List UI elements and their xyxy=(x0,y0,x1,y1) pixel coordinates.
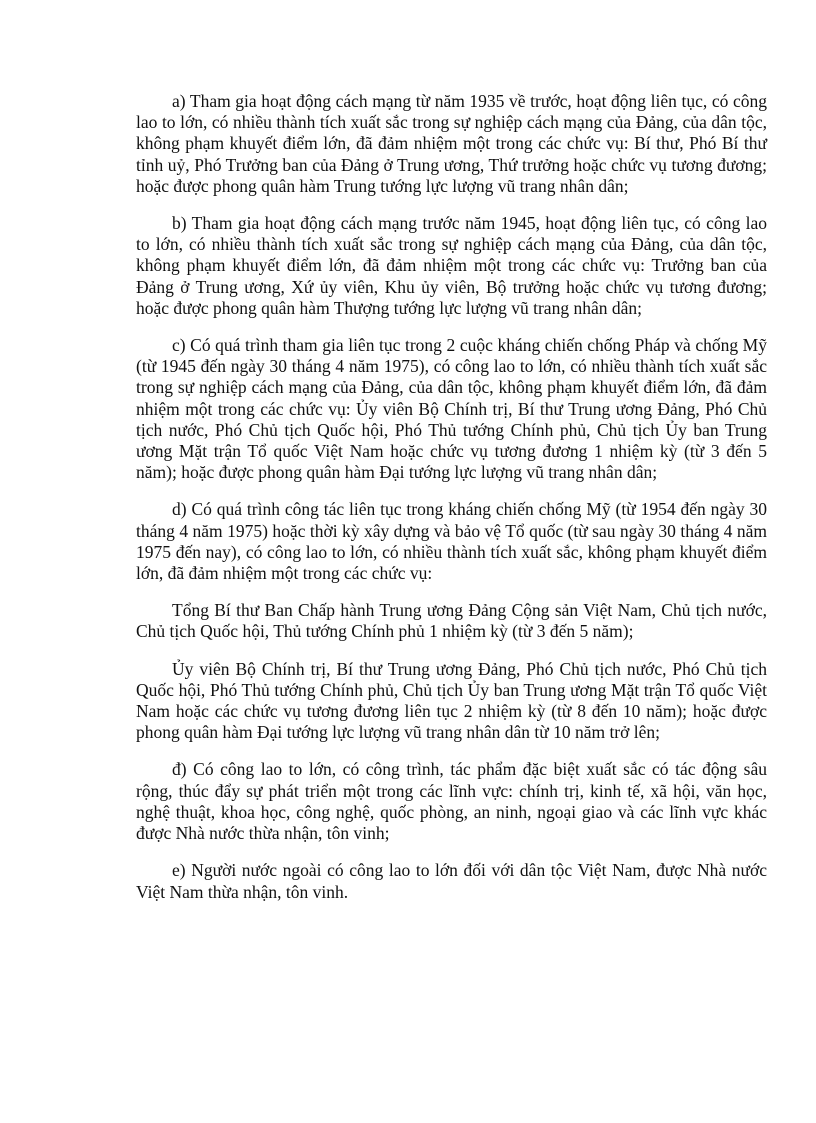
paragraph-c: c) Có quá trình tham gia liên tục trong 2 cuộc kháng chiến chống Pháp và chống Mỹ (từ 1945 đến ngày 30 tháng 4 năm 1975), có công lao to lớn, có nhiều thành tích xuất sắc trong sự nghiệp cách mạng của Đảng, của dân tộc, không phạm khuyết điểm lớn, đã đảm nhiệm một trong các chức vụ: Ủy viên Bộ Chính trị, Bí thư Trung ương Đảng, Phó Chủ tịch nước, Phó Chủ tịch Quốc hội, Phó Thủ tướng Chính phủ, Chủ tịch Ủy ban Trung ương Mặt trận Tổ quốc Việt Nam hoặc chức vụ tương đương 1 nhiệm kỳ (từ 3 đến 5 năm); hoặc được phong quân hàm Đại tướng lực lượng vũ trang nhân dân; xyxy=(136,335,767,483)
paragraph-b: b) Tham gia hoạt động cách mạng trước năm 1945, hoạt động liên tục, có công lao to lớn, có nhiều thành tích xuất sắc trong sự nghiệp cách mạng của Đảng, của dân tộc, không phạm khuyết điểm lớn, đã đảm nhiệm một trong các chức vụ: Trưởng ban của Đảng ở Trung ương, Xứ ủy viên, Khu ủy viên, Bộ trưởng hoặc chức vụ tương đương; hoặc được phong quân hàm Thượng tướng lực lượng vũ trang nhân dân; xyxy=(136,213,767,318)
paragraph-d-item-2: Ủy viên Bộ Chính trị, Bí thư Trung ương Đảng, Phó Chủ tịch nước, Phó Chủ tịch Quốc hội, Phó Thủ tướng Chính phủ, Chủ tịch Ủy ban Trung ương Mặt trận Tổ quốc Việt Nam hoặc các chức vụ tương đương liên tục 2 nhiệm kỳ (từ 8 đến 10 năm); hoặc được phong quân hàm Đại tướng lực lượng vũ trang nhân dân từ 10 năm trở lên; xyxy=(136,658,767,743)
paragraph-a: a) Tham gia hoạt động cách mạng từ năm 1935 về trước, hoạt động liên tục, có công lao to lớn, có nhiều thành tích xuất sắc trong sự nghiệp cách mạng của Đảng, của dân tộc, không phạm khuyết điểm lớn, đã đảm nhiệm một trong các chức vụ: Bí thư, Phó Bí thư tỉnh uỷ, Phó Trưởng ban của Đảng ở Trung ương, Thứ trưởng hoặc chức vụ tương đương; hoặc được phong quân hàm Trung tướng lực lượng vũ trang nhân dân; xyxy=(136,91,767,196)
paragraph-e: e) Người nước ngoài có công lao to lớn đối với dân tộc Việt Nam, được Nhà nước Việt Nam thừa nhận, tôn vinh. xyxy=(136,860,767,902)
document-page xyxy=(136,91,767,919)
paragraph-dd: đ) Có công lao to lớn, có công trình, tác phẩm đặc biệt xuất sắc có tác động sâu rộng, thúc đẩy sự phát triển một trong các lĩnh vực: chính trị, kinh tế, xã hội, văn học, nghệ thuật, khoa học, công nghệ, quốc phòng, an ninh, ngoại giao và các lĩnh vực khác được Nhà nước thừa nhận, tôn vinh; xyxy=(136,759,767,844)
paragraph-d: d) Có quá trình công tác liên tục trong kháng chiến chống Mỹ (từ 1954 đến ngày 30 tháng 4 năm 1975) hoặc thời kỳ xây dựng và bảo vệ Tổ quốc (từ sau ngày 30 tháng 4 năm 1975 đến nay), có công lao to lớn, có nhiều thành tích xuất sắc, không phạm khuyết điểm lớn, đã đảm nhiệm một trong các chức vụ: xyxy=(136,499,767,584)
paragraph-d-item-1: Tổng Bí thư Ban Chấp hành Trung ương Đảng Cộng sản Việt Nam, Chủ tịch nước, Chủ tịch Quốc hội, Thủ tướng Chính phủ 1 nhiệm kỳ (từ 3 đến 5 năm); xyxy=(136,600,767,642)
